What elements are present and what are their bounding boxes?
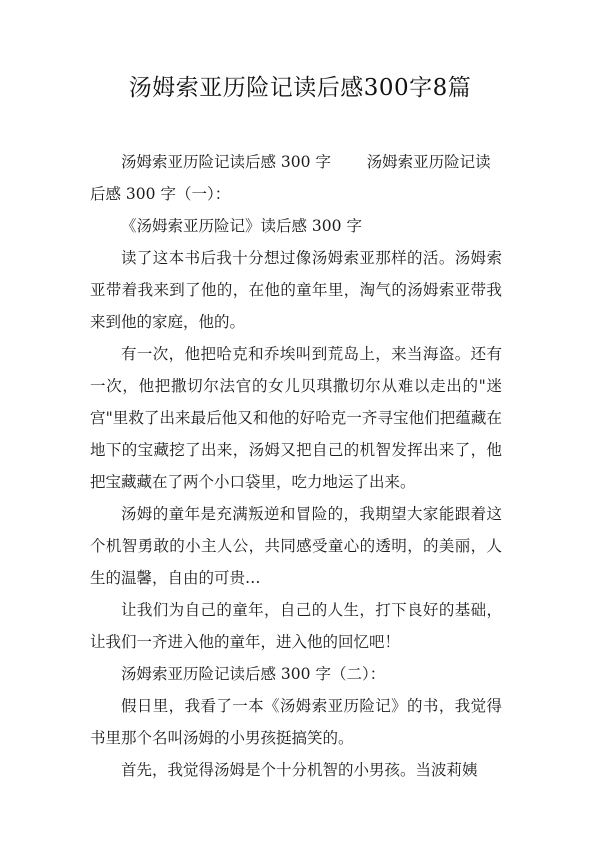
section-two-paragraph-1: 假日里，我看了一本《汤姆索亚历险记》的书，我觉得书里那个名叫汤姆的小男孩挺搞笑的。: [90, 697, 502, 747]
document-body: [90, 146, 502, 786]
paragraph-3: 汤姆的童年是充满叛逆和冒险的，我期望大家能跟着这个机智勇敢的小主人公，共同感受童心的透明，的美丽，人生的温馨，自由的可贵…: [90, 505, 502, 587]
intro-heading-line: [90, 146, 502, 178]
section-two-heading: 汤姆索亚历险记读后感 300 字（二）：: [121, 665, 386, 683]
paragraph-1: 读了这本书后我十分想过像汤姆索亚那样的活。汤姆索亚带着我来到了他的，在他的童年里，淘气的汤姆索亚带我来到他的家庭，他的。: [90, 249, 502, 331]
intro-heading-a: 汤姆索亚历险记读后感 300 字: [121, 153, 331, 171]
book-title-line: 《汤姆索亚历险记》读后感 300 字: [121, 217, 362, 235]
intro-heading-continuation: 后感 300 字（一）：: [90, 185, 231, 203]
paragraph-4: 让我们为自己的童年，自己的人生，打下良好的基础，让我们一齐进入他的童年，进入他的回忆吧！: [90, 601, 502, 651]
document-title: 汤姆索亚历险记读后感300字8篇: [128, 75, 472, 101]
paragraph-2: 有一次，他把哈克和乔埃叫到荒岛上，来当海盗。还有一次，他把撒切尔法官的女儿贝琪撒切尔从难以走出的"迷宫"里救了出来最后他又和他的好哈克一齐寻宝他们把蕴藏在地下的宝藏挖了出来，汤姆又把自己的机智发挥出来了，他把宝藏藏在了两个小口袋里，吃力地运了出来。: [90, 345, 502, 491]
section-two-paragraph-2: 首先，我觉得汤姆是个十分机智的小男孩。当波莉姨: [121, 761, 478, 779]
intro-heading-b: 汤姆索亚历险记读: [366, 153, 491, 171]
